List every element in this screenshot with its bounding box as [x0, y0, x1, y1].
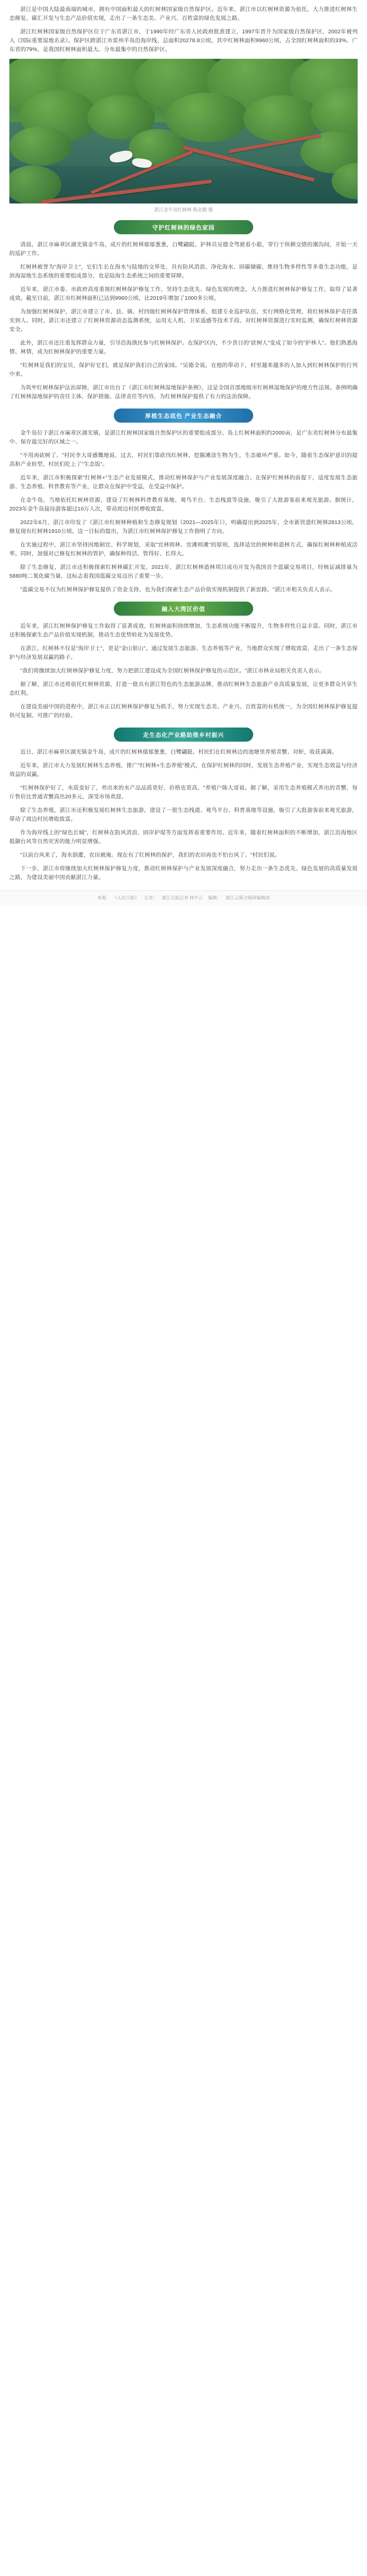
paragraph: 清晨，湛江市麻章区湖光镇金牛岛，成片的红树林郁郁葱葱，白鹭翩跹。护林员吴德全驾驶着小船，穿行于纵横交错的潮沟间，开始一天的巡护工作。 [9, 241, 358, 257]
section-2-body [9, 429, 358, 594]
paragraph: 此外，湛江市还注重发挥群众力量，引导沿海渔民参与红树林保护。在保护区内，不少昔日的"砍树人"变成了如今的"护林人"。他们熟悉海情、林情，成为红树林保护的重要力量。 [9, 340, 358, 355]
hero-image [9, 59, 358, 203]
paragraph: 金牛岛位于湛江市麻章区湖光镇，是湛江红树林国家级自然保护区的重要组成部分。岛上红树林面积约2000亩，是广东省红树林分布最集中、保存最完好的区域之一。 [9, 430, 358, 445]
article-page [0, 0, 367, 882]
image-caption: 湛江金牛岛红树林 陈北跑 摄 [154, 207, 213, 212]
source-label: 来源： [97, 895, 111, 900]
editor-label: 编辑： [208, 895, 221, 900]
paragraph: "红树林是我们的宝贝，保护好它们，就是保护我们自己的家园。"吴德全说。在他的带动下，村里越来越多的人加入到红树林保护的行列中来。 [9, 362, 358, 377]
paragraph: 在湛江，红树林不仅是"海岸卫士"，更是"金山银山"。通过发展生态旅游、生态养殖等产业，当地群众实现了增收致富，走出了一条生态保护与经济发展双赢的路子。 [9, 645, 358, 660]
paragraph: 为筑牢红树林保护法治屏障，湛江市出台了《湛江市红树林湿地保护条例》，这是全国首部地级市红树林湿地保护的地方性法规。条例明确了红树林湿地保护的责任主体、保护措施、法律责任等内容，为红树林保护提供了有力的法治保障。 [9, 385, 358, 400]
tree-canopy [243, 95, 321, 142]
section-1-body [9, 240, 358, 401]
paragraph: 红树林被誉为"海岸卫士"，它们生长在海水与陆地的交界处，具有防风消浪、净化海水、固碳储碳、维持生物多样性等多重生态功能，是滨海湿地生态系统的重要组成部分，也是陆海生态系统之间的重要屏障。 [9, 264, 358, 279]
lead-paragraph: 湛江红树林国家级自然保护区位于广东省湛江市，于1990年经广东省人民政府批准建立，1997年晋升为国家级自然保护区，2002年被列入《国际重要湿地名录》。保护区跨湛江市雷州半岛沿海岸线，总面积20278.8公顷，其中红树林面积9960公顷，占全国红树林面积的33%、广东省的79%，是我国红树林面积最大、分布最集中的自然保护区。 [9, 29, 358, 53]
paragraph: "不用再砍树了。"村民李大哥感慨地说，过去，村民们靠砍伐红树林、挖掘滩涂生物为生，生态破坏严重。如今，随着生态保护意识的提高和产业转型，村民们吃上了"生态饭"。 [9, 452, 358, 467]
paragraph: "红树林保护好了，水质变好了，养出来的水产品品质更好，价格也更高。"养殖户陈大哥说。据了解，采用生态养殖模式养出的青蟹，每斤售价比普通青蟹高出20多元，深受市场欢迎。 [9, 785, 358, 800]
paragraph: "蓝碳交易不仅为红树林保护修复提供了资金支持，也为我们探索生态产品价值实现机制提供了新思路。"湛江市相关负责人表示。 [20, 586, 336, 593]
article-footer [0, 890, 367, 906]
paragraph: 作为海岸线上的"绿色长城"，红树林在防风消浪、固岸护堤等方面发挥着重要作用。近年来，随着红树林面积的不断增加，湛江沿海地区抵御台风等自然灾害的能力明显增强。 [9, 830, 358, 845]
paragraph: 除了生态修复，湛江市还积极探索红树林碳汇开发。2021年，湛江红树林造林项目成功开发为我国首个蓝碳交易项目，经核证减排量为5880吨二氧化碳当量，这标志着我国蓝碳交易迈出了重要一步。 [9, 564, 358, 579]
paragraph: "我们将继续加大红树林保护修复力度，努力把湛江建设成为全国红树林保护修复的示范区。"湛江市林业局相关负责人表示。 [20, 668, 325, 674]
paragraph: 近年来，湛江市积极探索"红树林+"生态产业发展模式，推动红树林保护与产业发展深度融合。在保护红树林的前提下，适度发展生态旅游、生态养殖、科普教育等产业，让群众在保护中受益，在受益中保护。 [9, 475, 358, 490]
paragraph: "以前台风来了，海水倒灌，农田被淹。现在有了红树林的保护，我们的农田再也不怕台风了。"村民们说。 [20, 852, 281, 858]
paragraph: 近日，湛江市麻章区湖光镇金牛岛，成片的红树林郁郁葱葱，白鹭翩跹。村民们在红树林边的池塘里养殖青蟹、对虾，收获满满。 [20, 749, 337, 755]
paragraph: 2022年6月，湛江市印发了《湛江市红树林种植和生态修复规划（2021—2025年）》，明确提出到2025年，全市新营造红树林2813公顷，修复现有红树林1910公顷。这一目标的提出，为湛江市红树林保护修复工作指明了方向。 [9, 519, 358, 534]
tree-canopy [9, 165, 61, 203]
paragraph: 为加强红树林保护，湛江市建立了市、县、镇、村四级红树林保护管理体系，组建专业巡护队伍，实行网格化管理，将红树林保护责任落实到人。同时，湛江市还建立了红树林资源动态监测系统，运用无人机、卫星遥感等技术手段，对红树林资源进行实时监测，确保红树林资源安全。 [9, 309, 358, 333]
editor-value: 湛江云媒全媒体编辑部 [225, 895, 270, 900]
paragraph: 近年来，湛江市大力发展红树林生态养殖，推广"红树林+生态养殖"模式，在保护红树林的同时，发展生态养殖产业，实现生态效益与经济效益的双赢。 [9, 762, 358, 777]
paragraph: 除了生态养殖，湛江市还积极发展红树林生态旅游，建设了一批生态栈道、观鸟平台、科普基地等设施，吸引了大批游客前来观光旅游，带动了周边村民增收致富。 [9, 807, 358, 822]
paragraph: 在实施过程中，湛江市坚持因地制宜、科学规划，采取"宜林则林、宜滩则滩"的原则，选择适宜的树种和造林方式，确保红树林种植成活率。同时，加强对已修复红树林的管护，确保种得活、管得好、长得大。 [9, 542, 358, 557]
lead-paragraph: 湛江是中国大陆最南端的城市，拥有中国面积最大的红树林国家级自然保护区。近年来，湛江市以红树林资源为依托，大力推进红树林生态修复、碳汇开发与生态产品价值实现，走出了一条生态美、产业兴、百姓富的绿色发展之路。 [9, 6, 358, 21]
section-banner-4: 走生态化产业路助推乡村振兴 [114, 728, 253, 742]
section-banner-1: 守护红树林的绿色家园 [114, 220, 253, 234]
lead-section [9, 5, 358, 54]
section-banner-3: 融入大湾区价值 [114, 602, 253, 616]
paragraph: 在金牛岛，当地依托红树林资源，建设了红树林科普教育基地、观鸟平台、生态栈道等设施，吸引了大批游客前来观光旅游。据统计，2023年金牛岛接待游客超过10万人次，带动周边村民增收致富。 [9, 497, 358, 512]
paragraph: 下一步，湛江市将继续加大红树林保护修复力度，推动红树林保护与产业发展深度融合，努力走出一条生态优先、绿色发展的高质量发展之路，为建设美丽中国贡献湛江力量。 [9, 865, 358, 881]
section-3-body [9, 622, 358, 720]
paragraph: 近年来，湛江市委、市政府高度重视红树林保护修复工作，坚持生态优先、绿色发展的理念，大力推进红树林保护修复工作，取得了显著成效。截至目前，湛江市红树林面积已达到9960公顷，比2019年增加了1000多公顷。 [9, 286, 358, 301]
paragraph: 近年来，湛江红树林保护修复工作取得了显著成效，红树林面积持续增加，生态系统功能不断提升，生物多样性日益丰富。同时，湛江市还积极探索生态产品价值实现机制，推动生态优势转化为发展优势。 [9, 623, 358, 638]
tree-canopy [9, 126, 72, 165]
mangrove-aerial-photo [9, 59, 358, 203]
section-banner-2: 厚植生态底色 产业生态融合 [114, 409, 253, 423]
paragraph: 据了解，湛江市还将依托红树林资源，打造一批具有湛江特色的生态旅游品牌，推动红树林生态旅游产业高质量发展，让更多群众共享生态红利。 [9, 681, 358, 696]
author-value: 湛江日报记者 林宇云 [162, 895, 203, 900]
paragraph: 在建设美丽中国的进程中，湛江市正以红树林保护修复为抓手，努力实现生态美、产业兴、百姓富的有机统一，为全国红树林保护修复提供可复制、可推广的经验。 [9, 704, 358, 719]
author-label: 记者： [144, 895, 158, 900]
section-4-body [9, 748, 358, 882]
source-value: 《人民日报》 [114, 895, 139, 900]
